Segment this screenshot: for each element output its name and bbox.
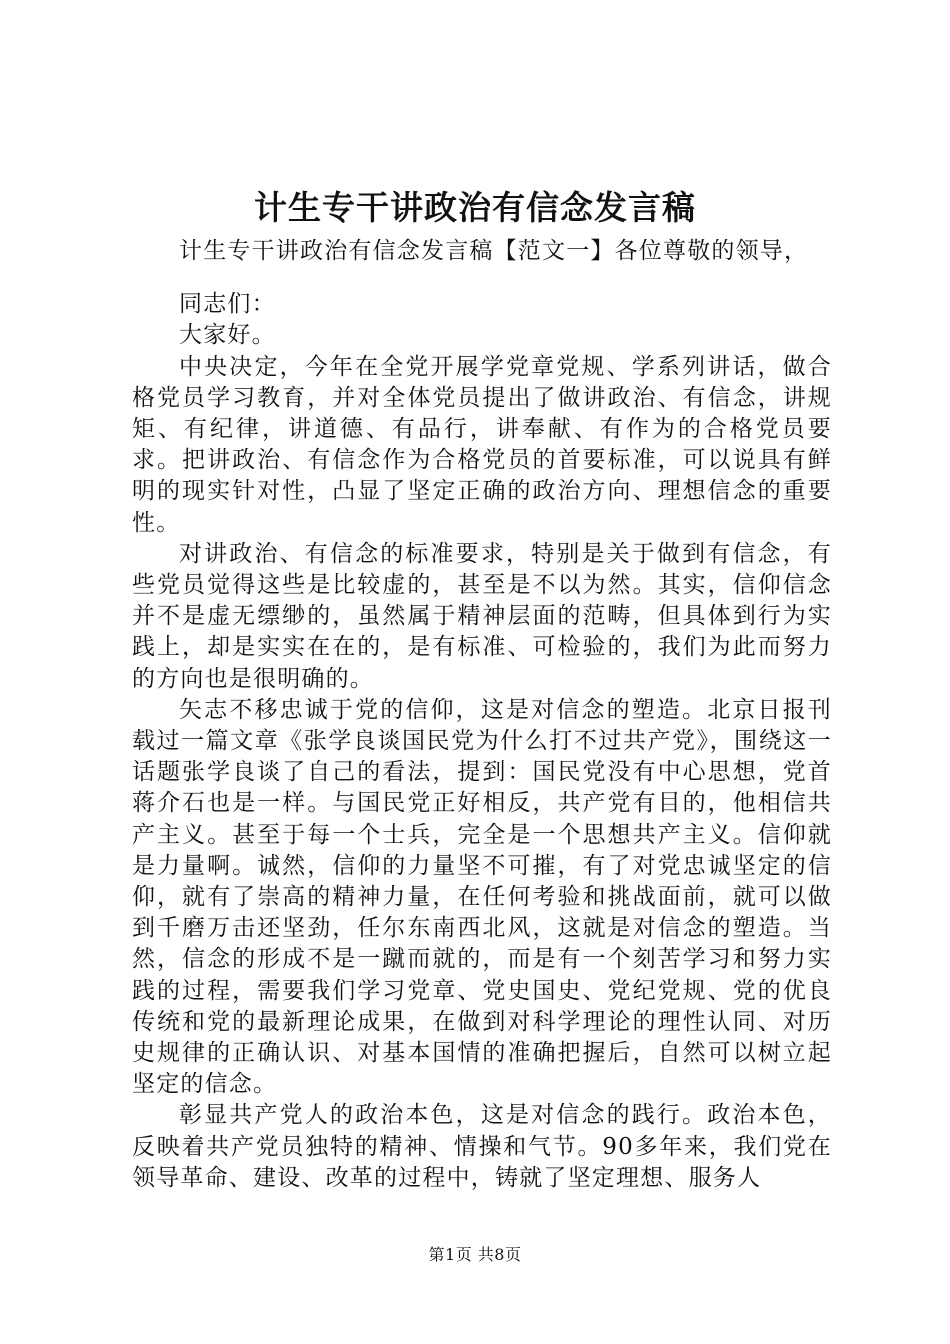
body-paragraph: 中央决定，今年在全党开展学党章党规、学系列讲话，做合格党员学习教育，并对全体党员提出了做讲政治、有信念，讲规矩、有纪律，讲道德、有品行，讲奉献、有作为的合格党员要求。把讲政治、有信念作为合格党员的首要标准，可以说具有鲜明的现实针对性，凸显了坚定正确的政治方向、理想信念的重要性。 [132,353,832,536]
body-paragraph: 同志们： [179,291,276,318]
page-number-footer: 第1页 共8页 [428,1245,522,1264]
intro-paragraph: 计生专干讲政治有信念发言稿【范文一】各位尊敬的领导， [179,238,809,264]
body-paragraph: 彰显共产党人的政治本色，这是对信念的践行。政治本色，反映着共产党员独特的精神、情操和气节。90多年来，我们党在领导革命、建设、改革的过程中，铸就了坚定理想、服务人 [132,1102,832,1191]
body-paragraph: 大家好。 [179,322,276,349]
document-title: 计生专干讲政治有信念发言稿 [254,188,696,227]
body-paragraph: 矢志不移忠诚于党的信仰，这是对信念的塑造。北京日报刊载过一篇文章《张学良谈国民党为什么打不过共产党》，围绕这一话题张学良谈了自己的看法，提到：国民党没有中心思想，党首蒋介石也是一样。与国民党正好相反，共产党有目的，他相信共产主义。甚至于每一个士兵，完全是一个思想共产主义。信仰就是力量啊。诚然，信仰的力量坚不可摧，有了对党忠诚坚定的信仰，就有了崇高的精神力量，在任何考验和挑战面前，就可以做到千磨万击还坚劲，任尔东南西北风，这就是对信念的塑造。当然，信念的形成不是一蹴而就的，而是有一个刻苦学习和努力实践的过程，需要我们学习党章、党史国史、党纪党规、党的优良传统和党的最新理论成果，在做到对科学理论的理性认同、对历史规律的正确认识、对基本国情的准确把握后，自然可以树立起坚定的信念。 [132,696,832,1098]
body-paragraph: 对讲政治、有信念的标准要求，特别是关于做到有信念，有些党员觉得这些是比较虚的，甚至是不以为然。其实，信仰信念并不是虚无缥缈的，虽然属于精神层面的范畴，但具体到行为实践上，却是实实在在的，是有标准、可检验的，我们为此而努力的方向也是很明确的。 [132,540,832,692]
document-body [132,236,832,1194]
